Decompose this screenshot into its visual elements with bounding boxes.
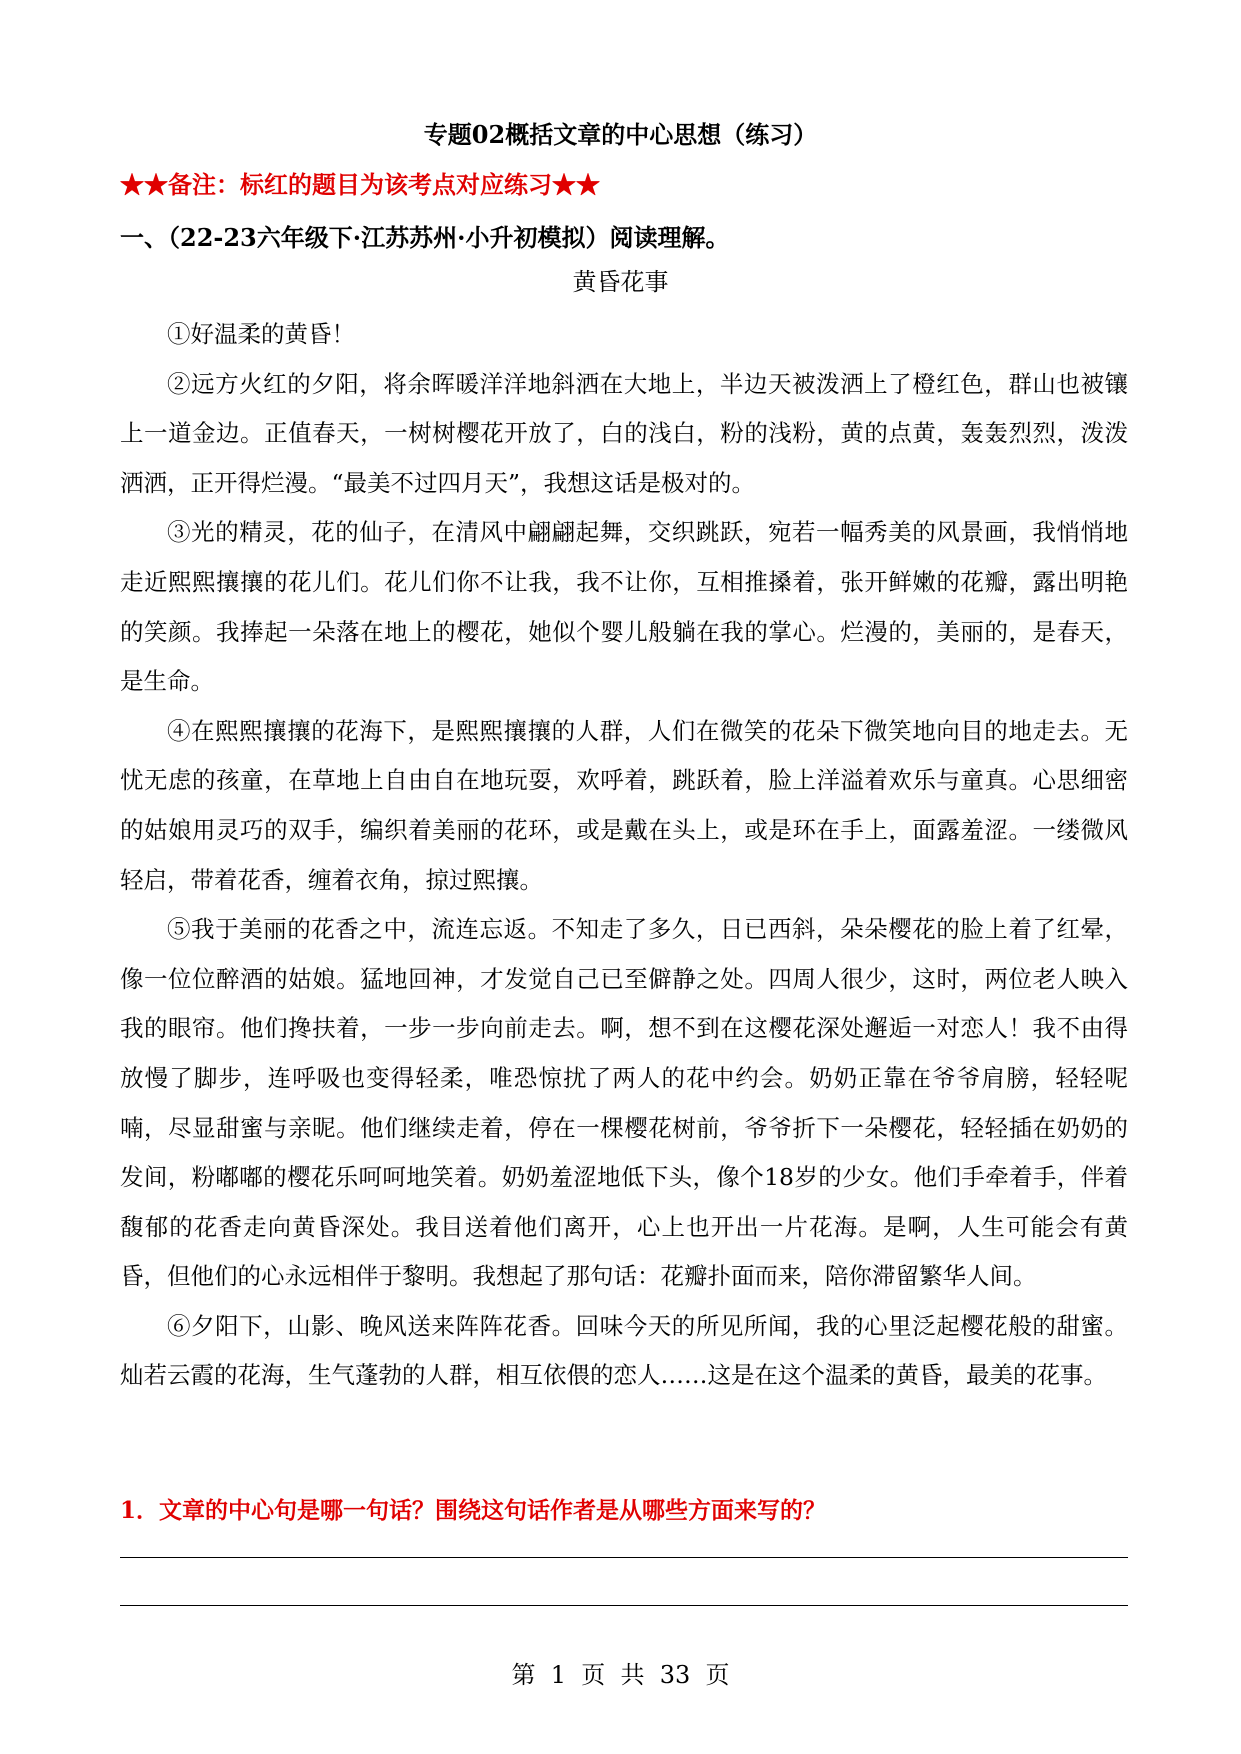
page-footer: 第 1 页 共 33 页 — [511, 1661, 730, 1689]
paragraph-2: ②远方火红的夕阳，将余晖暖洋洋地斜洒在大地上，半边天被泼洒上了橙红色，群山也被镶上一道金边。正值春天，一树树樱花开放了，白的浅白，粉的浅粉，黄的点黄，轰轰烈烈，泼泼洒洒，正开得烂漫。“最美不过四月天”，我想这话是极对的。 — [120, 369, 1128, 497]
paragraph-1: ①好温柔的黄昏！ — [167, 320, 355, 348]
document-title: 专题02概括文章的中心思想（练习） — [423, 120, 818, 149]
question-1: 1．文章的中心句是哪一句话？围绕这句话作者是从哪些方面来写的？ — [120, 1497, 827, 1524]
paragraph-5: ⑤我于美丽的花香之中，流连忘返。不知走了多久，日已西斜，朵朵樱花的脸上着了红晕，像一位位醉酒的姑娘。猛地回神，才发觉自己已至僻静之处。四周人很少，这时，两位老人映入我的眼帘。他们搀扶着，一步一步向前走去。啊，想不到在这樱花深处邂逅一对恋人！我不由得放慢了脚步，连呼吸也变得轻柔，唯恐惊扰了两人的花中约会。奶奶正靠在爷爷肩膀，轻轻呢喃，尽显甜蜜与亲昵。他们继续走着，停在一棵樱花树前，爷爷折下一朵樱花，轻轻插在奶奶的发间，粉嘟嘟的樱花乐呵呵地笑着。奶奶羞涩地低下头，像个18岁的少女。他们手牵着手，伴着馥郁的花香走向黄昏深处。我目送着他们离开，心上也开出一片花海。是啊，人生可能会有黄昏，但他们的心永远相伴于黎明。我想起了那句话：花瓣扑面而来，陪你滞留繁华人间。 — [120, 915, 1128, 1291]
red-note: ★★备注：标红的题目为该考点对应练习★★ — [120, 170, 600, 199]
answer-line-1[interactable] — [120, 1557, 1128, 1558]
paragraph-3: ③光的精灵，花的仙子，在清风中翩翩起舞，交织跳跃，宛若一幅秀美的风景画，我悄悄地走近熙熙攘攘的花儿们。花儿们你不让我，我不让你，互相推搡着，张开鲜嫩的花瓣，露出明艳的笑颜。我捧起一朵落在地上的樱花，她似个婴儿般躺在我的掌心。烂漫的，美丽的，是春天，是生命。 — [120, 518, 1128, 696]
section-heading: 一、（22-23六年级下·江苏苏州·小升初模拟）阅读理解。 — [120, 223, 730, 252]
paragraph-6: ⑥夕阳下，山影、晚风送来阵阵花香。回味今天的所见所闻，我的心里泛起樱花般的甜蜜。灿若云霞的花海，生气蓬勃的人群，相互依偎的恋人……这是在这个温柔的黄昏，最美的花事。 — [120, 1311, 1128, 1390]
article-title: 黄昏花事 — [572, 268, 669, 296]
answer-line-2[interactable] — [120, 1605, 1128, 1606]
article-body — [120, 310, 1128, 1401]
paragraph-4: ④在熙熙攘攘的花海下，是熙熙攘攘的人群，人们在微笑的花朵下微笑地向目的地走去。无忧无虑的孩童，在草地上自由自在地玩耍，欢呼着，跳跃着，脸上洋溢着欢乐与童真。心思细密的姑娘用灵巧的双手，编织着美丽的花环，或是戴在头上，或是环在手上，面露羞涩。一缕微风轻启，带着花香，缠着衣角，掠过熙攘。 — [120, 716, 1128, 894]
